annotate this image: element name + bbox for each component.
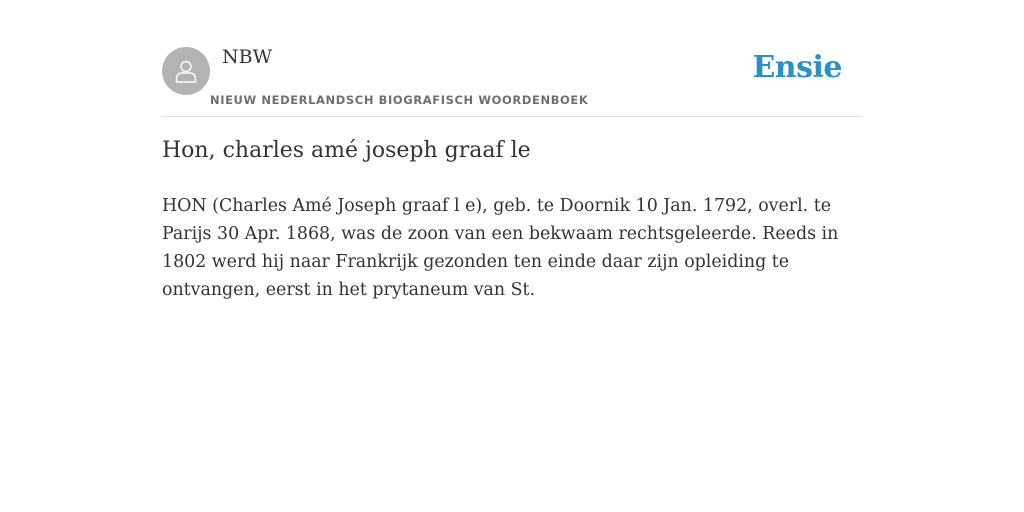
article-title: Hon, charles amé joseph graaf le: [162, 138, 531, 163]
article-body: HON (Charles Amé Joseph graaf l e), geb. te Doornik 10 Jan. 1792, overl. te Parijs 30 Apr. 1868, was de zoon van een bekwaam rechtsgeleerde. Reeds in 1802 werd hij naar Frankrijk gezonden ten einde daar zijn opleiding te ontvangen, eerst in het prytaneum van St.: [162, 196, 839, 300]
source-full-name: NIEUW NEDERLANDSCH BIOGRAFISCH WOORDENBOEK: [210, 93, 589, 107]
source-header: [162, 38, 862, 117]
source-avatar[interactable]: [162, 47, 210, 95]
source-name-link[interactable]: NBW: [222, 46, 273, 68]
ensie-logo[interactable]: Ensie: [752, 50, 842, 85]
user-icon: [172, 57, 200, 85]
